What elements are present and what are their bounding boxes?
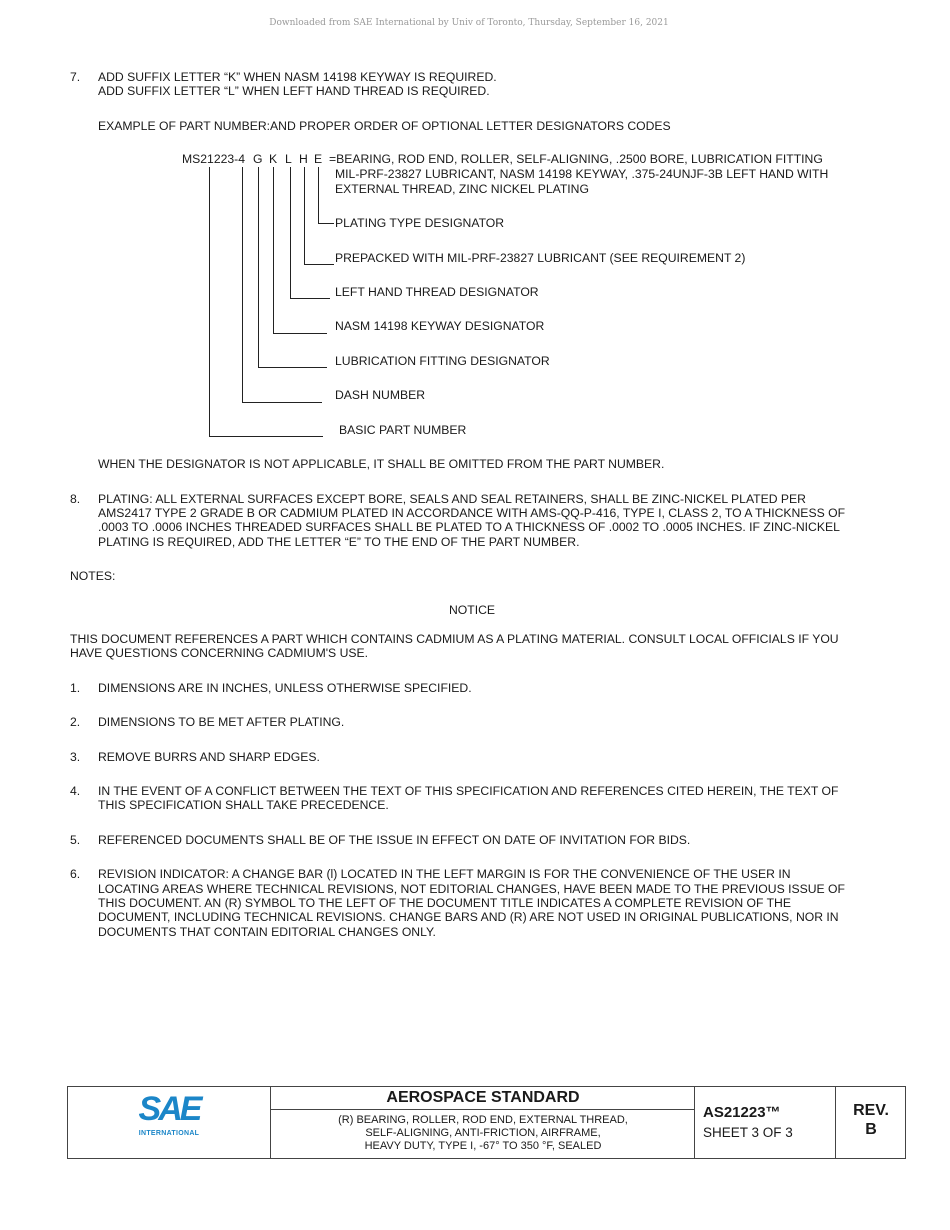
req8-line: PLATING: ALL EXTERNAL SURFACES EXCEPT BORE, SEALS AND SEAL RETAINERS, SHALL BE ZINC-NICKEL PLATED PER	[98, 492, 806, 506]
designator-prepacked: PREPACKED WITH MIL-PRF-23827 LUBRICANT (SEE REQUIREMENT 2)	[335, 251, 746, 265]
notes-heading: NOTES:	[70, 569, 116, 583]
standard-title: AEROSPACE STANDARD	[271, 1087, 695, 1110]
revision-value: B	[865, 1121, 877, 1138]
note4-text: IN THE EVENT OF A CONFLICT BETWEEN THE TEXT OF THIS SPECIFICATION AND REFERENCES CITED HEREIN, THE TEXT OF	[98, 784, 839, 798]
part-description-line3: EXTERNAL THREAD, ZINC NICKEL PLATING	[335, 182, 589, 196]
note1-number: 1.	[70, 681, 81, 695]
req7-line2: ADD SUFFIX LETTER “L” WHEN LEFT HAND THREAD IS REQUIRED.	[98, 84, 490, 98]
note4-number: 4.	[70, 784, 81, 798]
part-number-base: MS21223-4	[182, 152, 246, 166]
description-line: HEAVY DUTY, TYPE I, -67° TO 350 °F, SEALED	[364, 1140, 602, 1152]
leader-g-vertical	[258, 167, 259, 367]
download-banner: Downloaded from SAE International by Univ of Toronto, Thursday, September 16, 2021	[269, 18, 669, 28]
leader-dash-vertical	[242, 167, 243, 402]
letter-e: E	[314, 152, 323, 166]
leader-basic-vertical	[209, 167, 210, 436]
document-number-cell	[694, 1087, 836, 1158]
leader-e-horizontal	[318, 223, 334, 224]
req8-number: 8.	[70, 492, 81, 506]
part-description-line2: MIL-PRF-23827 LUBRICANT, NASM 14198 KEYWAY, .375-24UNJF-3B LEFT HAND WITH	[335, 167, 829, 181]
part-description-line1: =BEARING, ROD END, ROLLER, SELF-ALIGNING, .2500 BORE, LUBRICATION FITTING	[329, 152, 823, 166]
sae-logo	[68, 1087, 270, 1158]
part-description	[271, 1114, 695, 1153]
req7-line1: ADD SUFFIX LETTER “K” WHEN NASM 14198 KEYWAY IS REQUIRED.	[98, 70, 497, 84]
sae-logo-mark: SAE	[138, 1090, 200, 1128]
revision-label: REV.	[853, 1102, 889, 1119]
description-line: SELF-ALIGNING, ANTI-FRICTION, AIRFRAME,	[365, 1127, 601, 1139]
leader-h-vertical	[304, 167, 305, 264]
note2-number: 2.	[70, 715, 81, 729]
designator-basic-part: BASIC PART NUMBER	[339, 423, 467, 437]
example-heading: EXAMPLE OF PART NUMBER:AND PROPER ORDER OF OPTIONAL LETTER DESIGNATORS CODES	[98, 119, 671, 133]
note6-text: THIS DOCUMENT. AN (R) SYMBOL TO THE LEFT OF THE DOCUMENT TITLE INDICATES A COMPLETE REVISION OF THE	[98, 896, 791, 910]
revision-cell	[835, 1087, 906, 1158]
leader-l-vertical	[290, 167, 291, 298]
note3-number: 3.	[70, 750, 81, 764]
leader-g-horizontal	[258, 367, 327, 368]
leader-basic-horizontal	[209, 436, 323, 437]
req7-number: 7.	[70, 70, 81, 84]
letter-l: L	[285, 152, 292, 166]
leader-l-horizontal	[290, 298, 330, 299]
designator-dash-number: DASH NUMBER	[335, 388, 426, 402]
leader-dash-horizontal	[242, 402, 322, 403]
omit-note: WHEN THE DESIGNATOR IS NOT APPLICABLE, IT SHALL BE OMITTED FROM THE PART NUMBER.	[98, 457, 665, 471]
notice-line2: HAVE QUESTIONS CONCERNING CADMIUM'S USE.	[70, 646, 369, 660]
sae-logo-subtitle: INTERNATIONAL	[138, 1130, 200, 1137]
note6-text: LOCATING AREAS WHERE TECHNICAL REVISIONS, NOT EDITORIAL CHANGES, HAVE BEEN MADE TO THE PREVIOUS ISSUE OF	[98, 882, 845, 896]
title-cell	[270, 1087, 695, 1158]
notice-title: NOTICE	[448, 603, 496, 617]
leader-h-horizontal	[304, 264, 334, 265]
req8-line: PLATING IS REQUIRED, ADD THE LETTER “E” TO THE END OF THE PART NUMBER.	[98, 535, 580, 549]
note3-text: REMOVE BURRS AND SHARP EDGES.	[98, 750, 320, 764]
req8-line: AMS2417 TYPE 2 GRADE B OR CADMIUM PLATED IN ACCORDANCE WITH AMS-QQ-P-416, TYPE I, CLASS 2, TO A THICKNESS OF	[98, 506, 846, 520]
leader-k-vertical	[273, 167, 274, 333]
sheet-number: SHEET 3 OF 3	[703, 1125, 793, 1140]
note2-text: DIMENSIONS TO BE MET AFTER PLATING.	[98, 715, 345, 729]
designator-plating: PLATING TYPE DESIGNATOR	[335, 216, 505, 230]
leader-k-horizontal	[273, 333, 327, 334]
title-block	[67, 1086, 906, 1159]
note6-text: DOCUMENT, INCLUDING TECHNICAL REVISIONS. CHANGE BARS AND (R) ARE NOT USED IN ORIGINAL PUBLICATIONS, NOR IN	[98, 910, 839, 924]
note1-text: DIMENSIONS ARE IN INCHES, UNLESS OTHERWISE SPECIFIED.	[98, 681, 472, 695]
note5-text: REFERENCED DOCUMENTS SHALL BE OF THE ISSUE IN EFFECT ON DATE OF INVITATION FOR BIDS.	[98, 833, 691, 847]
note6-text: REVISION INDICATOR: A CHANGE BAR (l) LOCATED IN THE LEFT MARGIN IS FOR THE CONVENIENCE OF THE USER IN	[98, 867, 791, 881]
letter-k: K	[269, 152, 278, 166]
letter-h: H	[299, 152, 308, 166]
leader-e-vertical	[318, 167, 319, 223]
letter-g: G	[253, 152, 263, 166]
document-number: AS21223™	[703, 1104, 781, 1121]
note6-text: DOCUMENTS THAT CONTAIN EDITORIAL CHANGES ONLY.	[98, 925, 436, 939]
designator-keyway: NASM 14198 KEYWAY DESIGNATOR	[335, 319, 545, 333]
designator-lubrication: LUBRICATION FITTING DESIGNATOR	[335, 354, 550, 368]
note6-number: 6.	[70, 867, 81, 881]
req8-line: .0003 TO .0006 INCHES THREADED SURFACES SHALL BE PLATED TO A THICKNESS OF .0002 TO .0005 INCHES. IF ZINC-NICKEL	[98, 520, 840, 534]
note5-number: 5.	[70, 833, 81, 847]
note4-text: THIS SPECIFICATION SHALL TAKE PRECEDENCE.	[98, 798, 389, 812]
description-line: (R) BEARING, ROLLER, ROD END, EXTERNAL THREAD,	[338, 1114, 628, 1126]
notice-line1: THIS DOCUMENT REFERENCES A PART WHICH CONTAINS CADMIUM AS A PLATING MATERIAL. CONSULT LOCAL OFFICIALS IF YOU	[70, 632, 839, 646]
designator-left-hand: LEFT HAND THREAD DESIGNATOR	[335, 285, 539, 299]
